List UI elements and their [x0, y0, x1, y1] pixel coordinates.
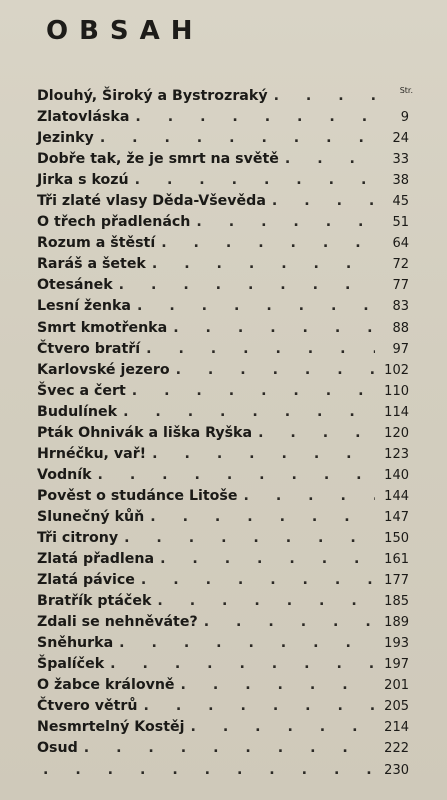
toc-entry	[37, 675, 409, 696]
toc-entry-title: Smrt kmotřenka	[37, 319, 168, 336]
toc-entry-title: Rozum a štěstí	[37, 235, 156, 252]
toc-entry-title: Tři zlaté vlasy Děda-Vševěda	[37, 193, 266, 210]
toc-entry-page: 97	[392, 341, 409, 357]
dot-leader	[274, 86, 375, 107]
page-column-label: Str.	[399, 86, 413, 95]
toc-entry-page: 197	[384, 657, 409, 673]
page-title: OBSAH	[46, 16, 204, 46]
toc-entry-page: 38	[392, 173, 409, 189]
dot-leader	[181, 675, 375, 696]
toc-entry-title: Čtvero větrů	[37, 698, 138, 715]
dot-leader	[135, 107, 375, 128]
toc-entry-title: Nesmrtelný Kostěj	[37, 719, 185, 736]
toc-entry-page: 150	[384, 530, 409, 546]
dot-leader	[98, 465, 375, 486]
toc-entry-title: Bratřík ptáček	[37, 593, 152, 610]
toc-entry	[37, 318, 409, 339]
toc-entry-page: 193	[384, 636, 409, 652]
toc-entry-title: Zlatovláska	[37, 109, 130, 126]
toc-entry	[37, 549, 409, 570]
dot-leader	[244, 486, 376, 507]
toc-entry	[37, 738, 409, 759]
dot-leader	[119, 275, 375, 296]
toc-entry-title: Čtvero bratří	[37, 340, 141, 357]
dot-leader	[100, 128, 375, 149]
toc-entry	[37, 528, 409, 549]
toc-entry	[37, 233, 409, 254]
dot-leader	[204, 612, 375, 633]
toc-entry	[37, 486, 409, 507]
dot-leader	[152, 444, 375, 465]
toc-entry-page: 201	[384, 678, 409, 694]
toc-entry	[37, 570, 409, 591]
toc-entry-page: 51	[392, 215, 409, 231]
toc-entry-page: 161	[384, 552, 409, 568]
toc-entry	[37, 149, 409, 170]
toc-entry-title: Zlatá přadlena	[37, 551, 155, 568]
dot-leader	[135, 170, 375, 191]
toc-entry-title: Švec a čert	[37, 382, 126, 399]
table-of-contents	[37, 86, 409, 781]
toc-entry	[37, 254, 409, 275]
dot-leader	[150, 507, 375, 528]
dot-leader	[84, 738, 375, 759]
toc-entry-title: Pták Ohnivák a liška Ryška	[37, 424, 253, 441]
toc-entry	[37, 717, 409, 738]
toc-entry-page: 123	[384, 446, 409, 462]
toc-entry-page: 214	[384, 720, 409, 736]
toc-entry-title: O žabce královně	[37, 677, 175, 694]
toc-entry-page: 114	[384, 404, 409, 420]
toc-entry-title: Vodník	[37, 466, 92, 483]
toc-entry	[37, 296, 409, 317]
toc-entry-page: 140	[384, 467, 409, 483]
dot-leader	[173, 318, 375, 339]
toc-entry-page: 177	[384, 573, 409, 589]
toc-entry-page: 77	[392, 278, 409, 294]
toc-entry	[37, 212, 409, 233]
toc-entry-page: 144	[384, 488, 409, 504]
toc-entry-page: 189	[384, 615, 409, 631]
toc-entry	[37, 275, 409, 296]
dot-leader	[141, 570, 375, 591]
toc-entry-page: 88	[392, 320, 409, 336]
toc-entry	[37, 360, 409, 381]
toc-entry	[37, 170, 409, 191]
toc-entry-page: 83	[392, 299, 409, 315]
toc-entry-page: 24	[392, 131, 409, 147]
toc-entry	[37, 107, 409, 128]
toc-entry-page: 120	[384, 425, 409, 441]
toc-entry	[37, 612, 409, 633]
toc-entry-page: 147	[384, 509, 409, 525]
dot-leader	[285, 149, 375, 170]
toc-entry-page: 110	[384, 383, 409, 399]
toc-entry-title: Hrnéčku, vař!	[37, 445, 147, 462]
dot-leader	[190, 717, 375, 738]
dot-leader	[124, 528, 375, 549]
toc-entry	[37, 339, 409, 360]
toc-entry-title: Slunečný kůň	[37, 508, 145, 525]
dot-leader	[132, 381, 375, 402]
toc-entry	[37, 444, 409, 465]
toc-entry-page: 222	[384, 741, 409, 757]
toc-entry-title: Zdali se nehněváte?	[37, 614, 198, 631]
toc-entry	[37, 696, 409, 717]
dot-leader	[43, 760, 375, 781]
toc-entry-page: 72	[392, 257, 409, 273]
toc-entry-page: 185	[384, 594, 409, 610]
toc-entry-title: Raráš a šetek	[37, 256, 146, 273]
toc-entry	[37, 402, 409, 423]
dot-leader	[137, 296, 375, 317]
toc-entry-title: Dlouhý, Široký a Bystrozraký	[37, 88, 268, 104]
dot-leader	[152, 254, 375, 275]
toc-entry-page: 205	[384, 699, 409, 715]
toc-entry-title: Dobře tak, že je smrt na světě	[37, 151, 279, 168]
dot-leader	[119, 633, 375, 654]
dot-leader	[123, 402, 375, 423]
toc-entry	[37, 423, 409, 444]
dot-leader	[176, 360, 375, 381]
toc-entry-page: 33	[392, 152, 409, 168]
toc-entry-page: 45	[392, 194, 409, 210]
dot-leader	[110, 654, 375, 675]
dot-leader	[160, 549, 375, 570]
toc-entry-page: 230	[384, 762, 409, 778]
toc-entry-title: Budulínek	[37, 403, 118, 420]
toc-entry	[37, 591, 409, 612]
toc-entry-title: Špalíček	[37, 656, 105, 673]
toc-entry-title: Karlovské jezero	[37, 361, 170, 378]
toc-entry	[37, 191, 409, 212]
toc-entry-title: Pověst o studánce Litoše	[37, 487, 238, 504]
toc-entry-title: Jezinky	[37, 130, 94, 147]
toc-entry	[37, 465, 409, 486]
dot-leader	[157, 591, 375, 612]
toc-entry	[37, 654, 409, 675]
dot-leader	[161, 233, 375, 254]
toc-entry	[37, 128, 409, 149]
dot-leader	[144, 696, 376, 717]
toc-entry-title: Osud	[37, 740, 78, 757]
toc-entry-title: Tři citrony	[37, 529, 119, 546]
toc-entry-page: 64	[392, 236, 409, 252]
toc-entry	[37, 507, 409, 528]
dot-leader	[196, 212, 375, 233]
toc-entry-title: Otesánek	[37, 277, 113, 294]
toc-entry-title: Lesní ženka	[37, 298, 131, 315]
toc-entry	[37, 381, 409, 402]
dot-leader	[146, 339, 375, 360]
toc-entry-title: Jirka s kozú	[37, 172, 129, 189]
toc-entry-title: Zlatá pávice	[37, 572, 135, 589]
toc-entry-title: O třech přadlenách	[37, 214, 191, 231]
toc-entry-page: 9	[400, 110, 409, 126]
toc-entry	[37, 633, 409, 654]
toc-entry	[37, 86, 409, 107]
dot-leader	[272, 191, 375, 212]
dot-leader	[258, 423, 375, 444]
toc-entry	[37, 760, 409, 781]
toc-entry-page: 102	[384, 362, 409, 378]
toc-entry-title: Sněhurka	[37, 635, 114, 652]
